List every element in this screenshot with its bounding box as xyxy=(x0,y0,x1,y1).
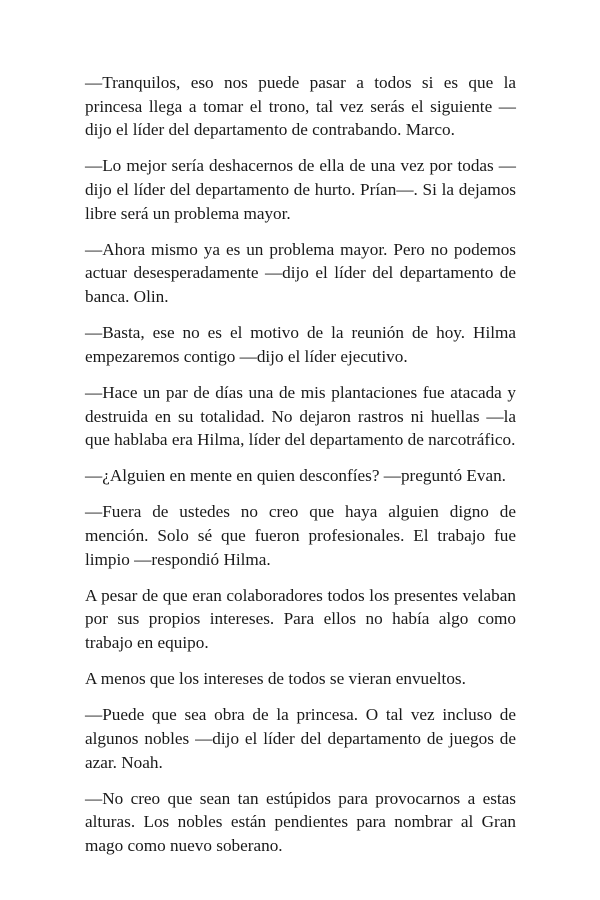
paragraph: —Puede que sea obra de la princesa. O tal vez incluso de algunos nobles —dijo el líder del departamento de juegos de azar. Noah. xyxy=(85,705,516,772)
paragraph: —Tranquilos, eso nos puede pasar a todos si es que la princesa llega a tomar el trono, tal vez serás el siguiente —dijo el líder del departamento de contrabando. Marco. xyxy=(85,73,516,140)
paragraph: A pesar de que eran colaboradores todos los presentes velaban por sus propios intereses. Para ellos no había algo como trabajo en equipo. xyxy=(85,585,516,653)
paragraph: —Fuera de ustedes no creo que haya alguien digno de mención. Solo sé que fueron profesionales. El trabajo fue limpio —respondió Hilma. xyxy=(85,502,516,569)
paragraph: —¿Alguien en mente en quien desconfíes? —preguntó Evan. xyxy=(85,466,506,486)
page-text-body xyxy=(85,71,516,870)
paragraph: —Hace un par de días una de mis plantaciones fue atacada y destruida en su totalidad. No dejaron rastros ni huellas —la que hablaba era Hilma, líder del departamento de narcotráfico. xyxy=(85,382,516,450)
paragraph: —Basta, ese no es el motivo de la reunión de hoy. Hilma empezaremos contigo —dijo el líder ejecutivo. xyxy=(85,323,516,366)
paragraph: —Lo mejor sería deshacernos de ella de una vez por todas —dijo el líder del departamento de hurto. Prían—. Si la dejamos libre será un problema mayor. xyxy=(85,156,516,223)
paragraph: —Ahora mismo ya es un problema mayor. Pero no podemos actuar desesperadamente —dijo el líder del departamento de banca. Olin. xyxy=(85,239,516,306)
paragraph: A menos que los intereses de todos se vieran envueltos. xyxy=(85,669,466,689)
paragraph: —No creo que sean tan estúpidos para provocarnos a estas alturas. Los nobles están pendientes para nombrar al Gran mago como nuevo soberano. xyxy=(85,788,516,855)
